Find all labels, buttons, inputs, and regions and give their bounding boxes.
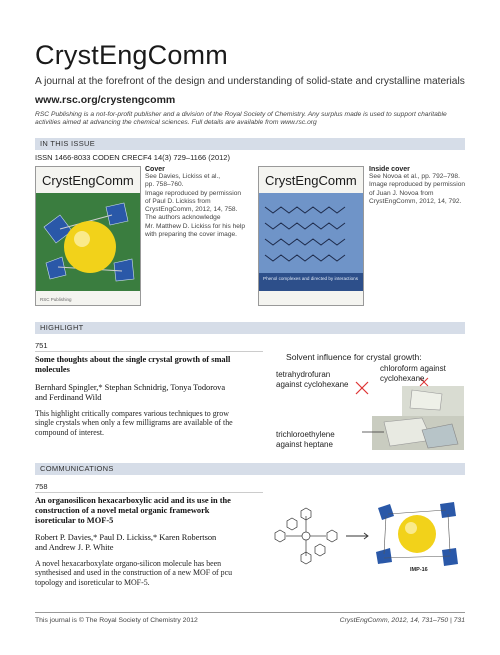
highlight-rule [35, 351, 263, 352]
cover-heading: Cover [145, 166, 165, 173]
communications-abstract-line: A novel hexacarboxylate organo-silicon molecule has been [35, 558, 222, 568]
footer-citation: CrystEngComm, 2012, 14, 731–750 | 731 [339, 617, 465, 624]
svg-text:RSC Publishing: RSC Publishing [40, 297, 72, 302]
mof-illustration [270, 494, 468, 578]
in-this-issue-label: IN THIS ISSUE [40, 139, 96, 148]
cover-image[interactable] [35, 166, 141, 306]
communications-rule [35, 492, 263, 493]
highlight-label: HIGHLIGHT [40, 323, 84, 332]
communications-title-line[interactable]: construction of a novel metal organic framework [35, 506, 210, 515]
inside-cover-line: of Juan J. Novoa from [369, 189, 434, 197]
journal-tagline: A journal at the forefront of the design and understanding of solid-state and crystalline materials [35, 76, 465, 87]
inside-cover-image-caption: Phenol complexes and directed by interactions [263, 276, 358, 281]
journal-title: CrystEngComm [35, 40, 228, 70]
communications-author-line: Robert P. Davies,* Paul D. Lickiss,* Karen Robertson [35, 533, 217, 542]
highlight-author-line: and Ferdinand Wild [35, 393, 102, 403]
inside-cover-image-title: CrystEngComm [265, 173, 357, 188]
in-this-issue-bar [35, 138, 465, 150]
highlight-abstract-line: This highlight critically compares various techniques to grow [35, 408, 229, 418]
cover-line: CrystEngComm, 2012, 14, 758. [145, 206, 238, 214]
cover-illustration [36, 167, 140, 305]
graphic-label-1-line: against cyclohexane [276, 380, 349, 389]
communications-title-line[interactable]: An organosilicon hexacarboxylic acid and its use in the [35, 496, 231, 505]
inside-cover-line: Image reproduced by permission [369, 181, 466, 189]
graphic-label-1-line: tetrahydrofuran [276, 370, 331, 379]
cover-line: with preparing the cover image. [145, 231, 237, 239]
inside-cover-heading: Inside cover [369, 166, 410, 173]
cover-caption [145, 166, 255, 239]
mof-label: IMP-16 [410, 567, 428, 573]
cover-line: Image reproduced by permission [145, 189, 242, 197]
graphic-label-2-line: cyclohexane [380, 374, 425, 383]
inside-cover-image[interactable] [258, 166, 364, 306]
cover-image-title: CrystEngComm [42, 173, 134, 188]
graphic-label-2 [380, 364, 446, 384]
graphic-label-2-line: chloroform against [380, 364, 446, 373]
communications-graphic [270, 494, 468, 578]
graphic-label-3-line: against heptane [276, 440, 333, 449]
communications-abstract-line: topology and isoreticular to MOF-5. [35, 578, 150, 587]
highlight-title-line[interactable]: molecules [35, 365, 70, 374]
cover-line: pp. 758–760. [145, 181, 184, 189]
cover-line: See Davies, Lickiss et al., [145, 173, 221, 180]
highlight-article[interactable] [35, 355, 260, 438]
inside-cover-caption [369, 166, 469, 206]
cover-line: of Paul D. Lickiss from [145, 197, 211, 205]
graphic-label-3 [276, 430, 335, 450]
footer-copyright: This journal is © The Royal Society of Chemistry 2012 [35, 617, 198, 624]
graphic-label-1 [276, 370, 349, 390]
inside-cover-line: See Novoa et al., pp. 792–798. [369, 173, 460, 180]
communications-bar [35, 463, 465, 475]
communications-article[interactable] [35, 496, 260, 588]
communications-title-line[interactable]: isoreticular to MOF-5 [35, 516, 114, 525]
cover-line: Mr. Matthew D. Lickiss for his help [145, 222, 246, 230]
highlight-abstract-line: single crystals when only a few milligrams are available of the [35, 418, 233, 428]
journal-url[interactable]: www.rsc.org/crystengcomm [35, 94, 176, 106]
graphic-label-3-line: trichloroethylene [276, 430, 335, 439]
communications-page-number: 758 [35, 482, 48, 491]
highlight-bar [35, 322, 465, 334]
graphic-heading: Solvent influence for crystal growth: [286, 352, 422, 362]
communications-abstract-line: synthesised and used in the construction of a new MOF of pcu [35, 568, 233, 578]
inside-cover-line: CrystEngComm, 2012, 14, 792. [369, 197, 462, 205]
footer-rule [35, 612, 465, 613]
publisher-disclaimer: RSC Publishing is a not-for-profit publisher and a division of the Royal Society of Chemistry. Any surplus made is used to support charitable activities aimed at advancing the chemical sciences. Full details are available from www.rsc.org [35, 111, 447, 127]
communications-label: COMMUNICATIONS [40, 464, 114, 473]
highlight-page-number: 751 [35, 341, 48, 350]
issn-line: ISSN 1466-8033 CODEN CRECF4 14(3) 729–1166 (2012) [35, 153, 230, 162]
highlight-abstract-line: compound of interest. [35, 428, 105, 437]
highlight-title-line[interactable]: Some thoughts about the single crystal growth of small [35, 355, 231, 364]
cover-line: The authors acknowledge [145, 214, 221, 222]
communications-author-line: and Andrew J. P. White [35, 543, 114, 553]
highlight-author-line: Bernhard Spingler,* Stephan Schnidrig, Tonya Todorova [35, 383, 226, 392]
highlight-graphic [272, 352, 468, 452]
inside-cover-illustration [259, 167, 363, 305]
